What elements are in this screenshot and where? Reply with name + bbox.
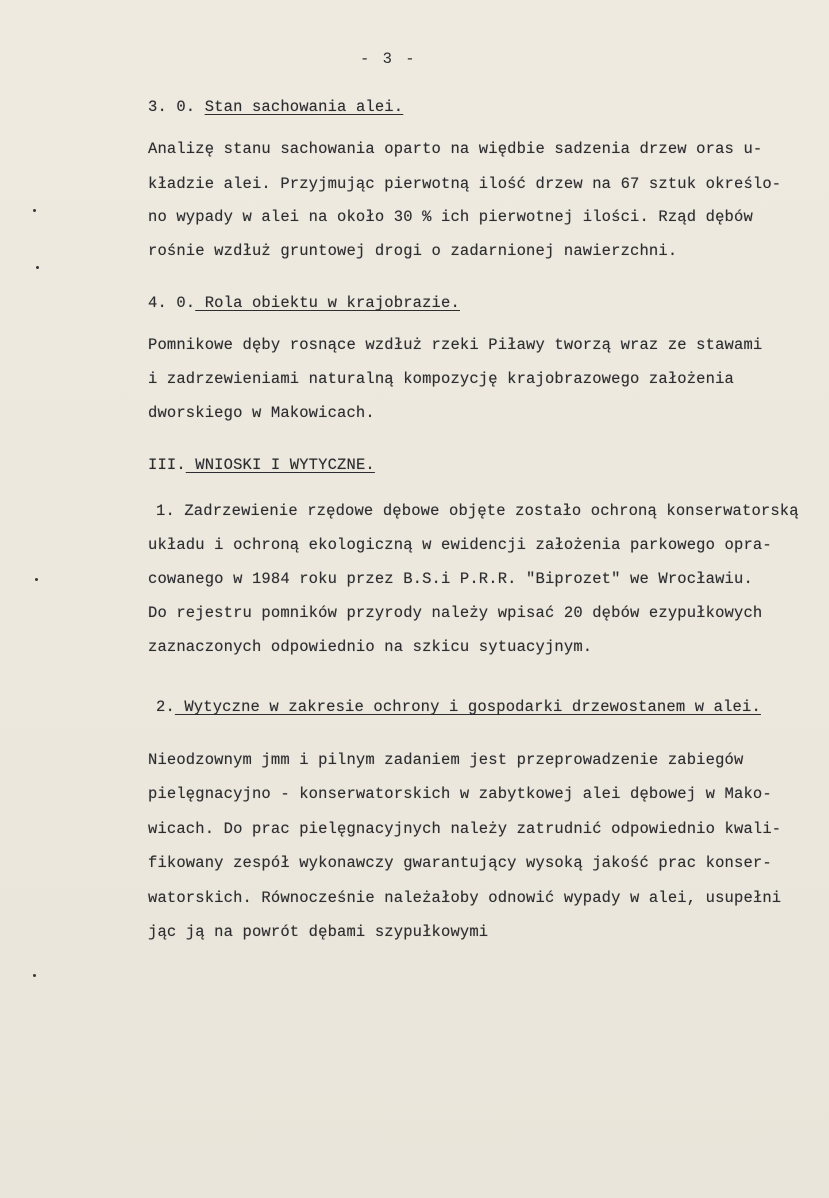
section-3-line-3: no wypady w alei na około 30 % ich pierwotnej ilości. Rząd dębów (148, 208, 753, 226)
point-1-line-3: cowanego w 1984 roku przez B.S.i P.R.R. "Biprozet" we Wrocławiu. (148, 570, 753, 588)
section-4-number: 4. 0. (148, 294, 196, 312)
section-3-number: 3. 0. (148, 98, 205, 116)
section-3-heading (148, 97, 403, 117)
section-4-line-3: dworskiego w Makowicach. (148, 404, 375, 422)
point-2-line-3: wicach. Do prac pielęgnacyjnych należy zatrudnić odpowiednio kwali- (148, 820, 782, 838)
margin-speck (33, 974, 36, 977)
section-3-line-1: Analizę stanu sachowania oparto na więdbie sadzenia drzew oras u- (148, 140, 763, 158)
section-4-heading (148, 293, 460, 313)
section-3-title: Stan sachowania alei. (204, 98, 404, 116)
section-4-line-1: Pomnikowe dęby rosnące wzdłuż rzeki Piławy tworzą wraz ze stawami (148, 336, 763, 354)
point-1-line-4: Do rejestru pomników przyrody należy wpisać 20 dębów ezypułkowych (148, 604, 763, 622)
page-number: - 3 - (360, 50, 417, 68)
section-iii-number: III. (148, 456, 186, 474)
section-iii-title: WNIOSKI I WYTYCZNE. (185, 456, 375, 474)
margin-speck (33, 209, 36, 212)
point-2-line-5: watorskich. Równocześnie należałoby odnowić wypady w alei, usupełni (148, 889, 782, 907)
section-3-line-2: kładzie alei. Przyjmując pierwotną ilość drzew na 67 sztuk określo- (148, 175, 782, 193)
margin-speck (36, 266, 39, 269)
point-2-line-4: fikowany zespół wykonawczy gwarantujący wysoką jakość prac konser- (148, 854, 772, 872)
section-4-title: Rola obiektu w krajobrazie. (195, 294, 460, 312)
point-2-number: 2. (156, 698, 175, 716)
point-2-title: Wytyczne w zakresie ochrony i gospodarki drzewostanem w alei. (174, 698, 761, 716)
point-1-line-1: 1. Zadrzewienie rzędowe dębowe objęte zostało ochroną konserwatorską (156, 502, 799, 520)
point-2-heading (156, 697, 761, 717)
section-4-line-2: i zadrzewieniami naturalną kompozycję krajobrazowego założenia (148, 370, 734, 388)
margin-speck (35, 578, 38, 581)
point-2-line-6: jąc ją na powrót dębami szypułkowymi (148, 923, 489, 941)
point-1-line-2: układu i ochroną ekologiczną w ewidencji założenia parkowego opra- (148, 536, 772, 554)
point-2-line-1: Nieodzownym jmm i pilnym zadaniem jest przeprowadzenie zabiegów (148, 751, 744, 769)
point-1-line-5: zaznaczonych odpowiednio na szkicu sytuacyjnym. (148, 638, 593, 656)
section-iii-heading (148, 455, 375, 475)
point-2-line-2: pielęgnacyjno - konserwatorskich w zabytkowej alei dębowej w Mako- (148, 785, 772, 803)
section-3-line-4: rośnie wzdłuż gruntowej drogi o zadarnionej nawierzchni. (148, 242, 678, 260)
